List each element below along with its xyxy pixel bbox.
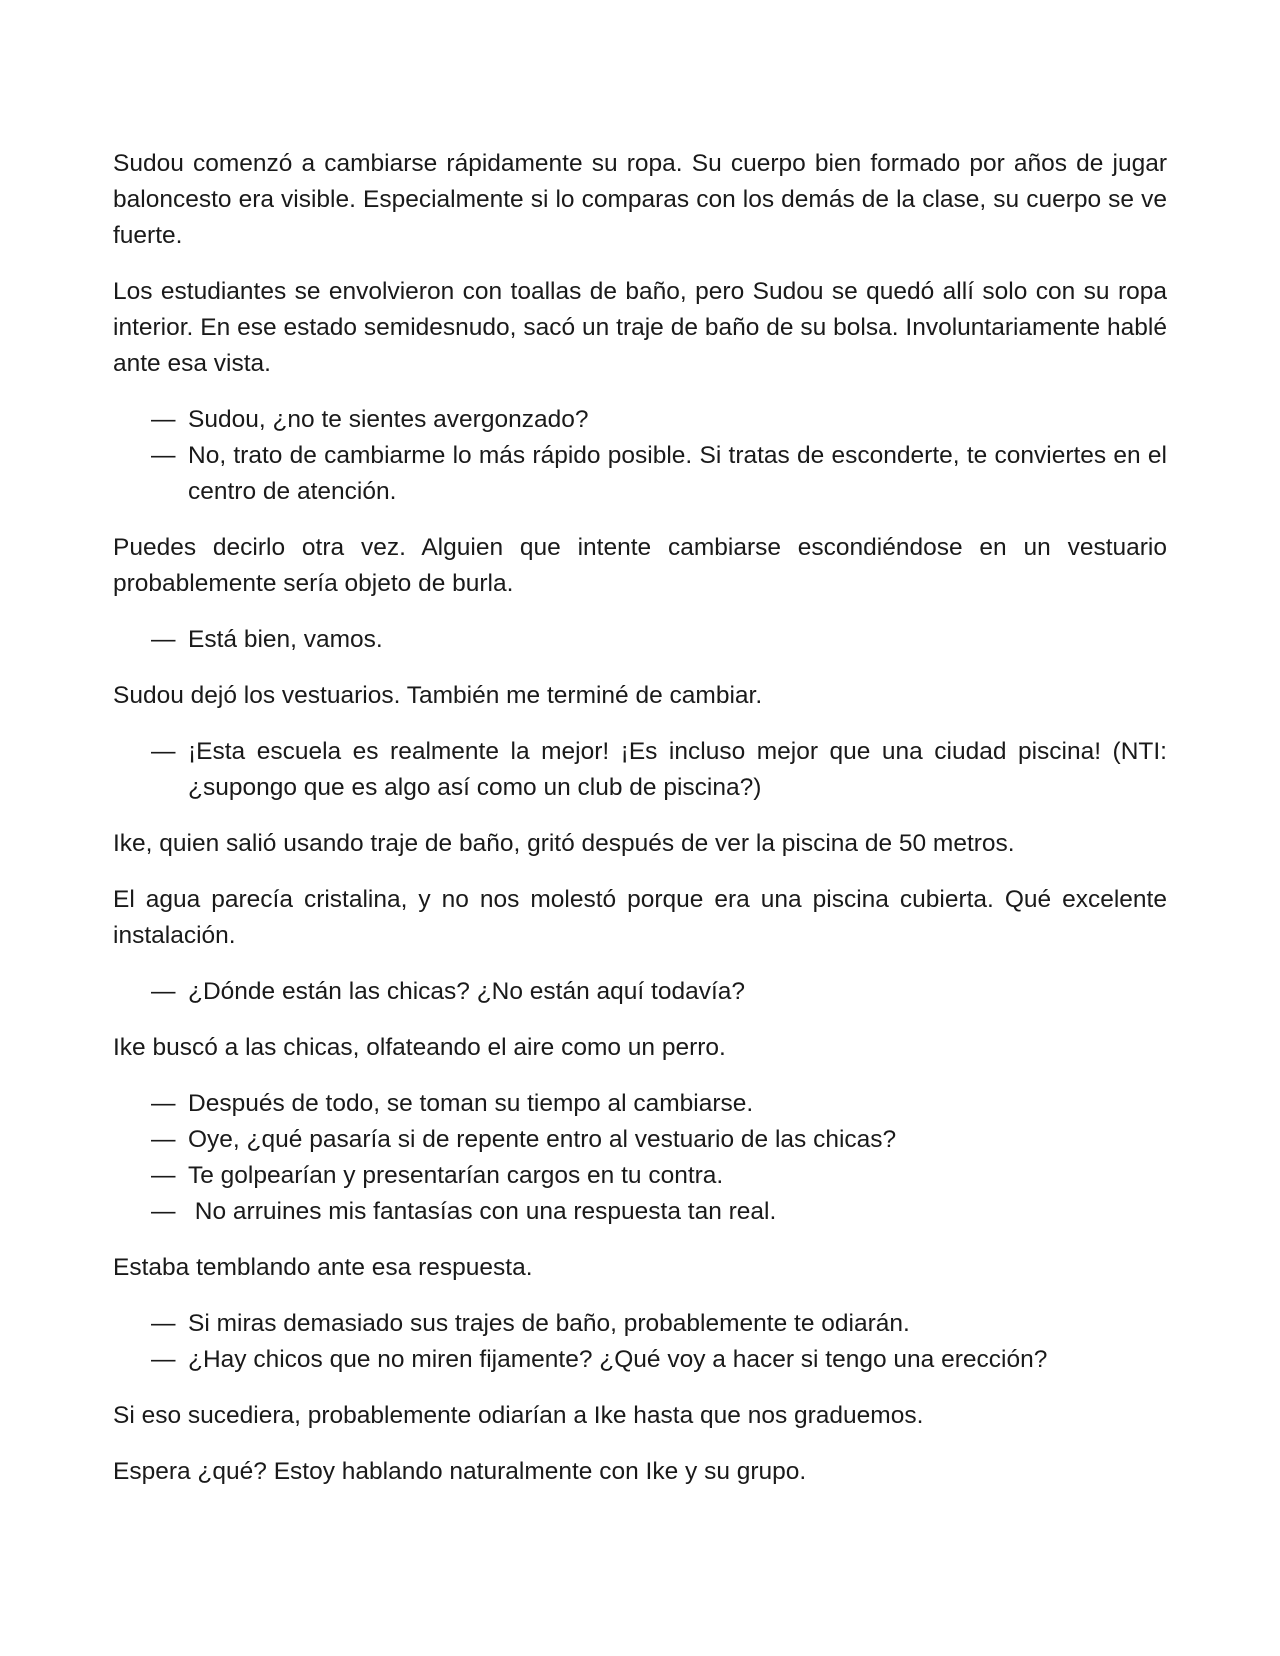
dialog-dash: — — [151, 626, 176, 653]
dialog-text: Después de todo, se toman su tiempo al cambiarse. — [188, 1090, 754, 1117]
dialog-dash: — — [151, 1346, 176, 1373]
dialog-dash: — — [151, 1198, 176, 1225]
dialog-group — [113, 734, 1167, 806]
dialog-text: No arruines mis fantasías con una respuesta tan real. — [188, 1198, 777, 1225]
paragraph: Puedes decirlo otra vez. Alguien que intente cambiarse escondiéndose en un vestuario probablemente sería objeto de burla. — [113, 534, 1167, 597]
dialog-line — [113, 1194, 1167, 1230]
dialog-text: Te golpearían y presentarían cargos en tu contra. — [188, 1162, 724, 1189]
dialog-dash: — — [151, 738, 176, 765]
dialog-text: No, trato de cambiarme lo más rápido posible. Si tratas de esconderte, te conviertes en el centro de atención. — [188, 442, 1167, 505]
dialog-line — [113, 734, 1167, 806]
dialog-dash: — — [151, 978, 176, 1005]
dialog-group — [113, 974, 1167, 1010]
paragraph: Ike, quien salió usando traje de baño, gritó después de ver la piscina de 50 metros. — [113, 830, 1015, 857]
dialog-group — [113, 1306, 1167, 1378]
paragraph: Ike buscó a las chicas, olfateando el aire como un perro. — [113, 1034, 726, 1061]
dialog-line — [113, 438, 1167, 510]
dialog-line — [113, 1122, 1167, 1158]
dialog-text: ¿Dónde están las chicas? ¿No están aquí todavía? — [188, 978, 746, 1005]
dialog-dash: — — [151, 442, 176, 469]
paragraph: Sudou dejó los vestuarios. También me terminé de cambiar. — [113, 682, 763, 709]
dialog-text: Está bien, vamos. — [188, 626, 383, 653]
dialog-group — [113, 622, 1167, 658]
dialog-line — [113, 1158, 1167, 1194]
paragraph: El agua parecía cristalina, y no nos molestó porque era una piscina cubierta. Qué excelente instalación. — [113, 886, 1167, 949]
dialog-dash: — — [151, 1162, 176, 1189]
document-page — [113, 146, 1167, 1510]
dialog-group — [113, 402, 1167, 510]
dialog-line — [113, 1086, 1167, 1122]
dialog-text: Oye, ¿qué pasaría si de repente entro al vestuario de las chicas? — [188, 1126, 897, 1153]
dialog-line — [113, 1342, 1167, 1378]
dialog-dash: — — [151, 1090, 176, 1117]
dialog-line — [113, 1306, 1167, 1342]
dialog-line — [113, 402, 1167, 438]
dialog-dash: — — [151, 1310, 176, 1337]
paragraph: Si eso sucediera, probablemente odiarían a Ike hasta que nos graduemos. — [113, 1402, 924, 1429]
dialog-dash: — — [151, 1126, 176, 1153]
paragraph: Espera ¿qué? Estoy hablando naturalmente con Ike y su grupo. — [113, 1458, 807, 1485]
dialog-text: Si miras demasiado sus trajes de baño, probablemente te odiarán. — [188, 1310, 910, 1337]
dialog-text: ¿Hay chicos que no miren fijamente? ¿Qué voy a hacer si tengo una erección? — [188, 1346, 1048, 1373]
paragraph: Estaba temblando ante esa respuesta. — [113, 1254, 533, 1281]
dialog-dash: — — [151, 406, 176, 433]
paragraph: Los estudiantes se envolvieron con toallas de baño, pero Sudou se quedó allí solo con su ropa interior. En ese estado semidesnudo, sacó un traje de baño de su bolsa. Involuntariamente hablé ante esa vista. — [113, 278, 1167, 377]
paragraph: Sudou comenzó a cambiarse rápidamente su ropa. Su cuerpo bien formado por años de jugar baloncesto era visible. Especialmente si lo comparas con los demás de la clase, su cuerpo se ve fuerte. — [113, 150, 1167, 249]
dialog-group — [113, 1086, 1167, 1230]
dialog-text: ¡Esta escuela es realmente la mejor! ¡Es incluso mejor que una ciudad piscina! (NTI:¿supongo que es algo así como un club de piscina?) — [188, 738, 1167, 801]
dialog-line — [113, 974, 1167, 1010]
dialog-line — [113, 622, 1167, 658]
dialog-text: Sudou, ¿no te sientes avergonzado? — [188, 406, 589, 433]
